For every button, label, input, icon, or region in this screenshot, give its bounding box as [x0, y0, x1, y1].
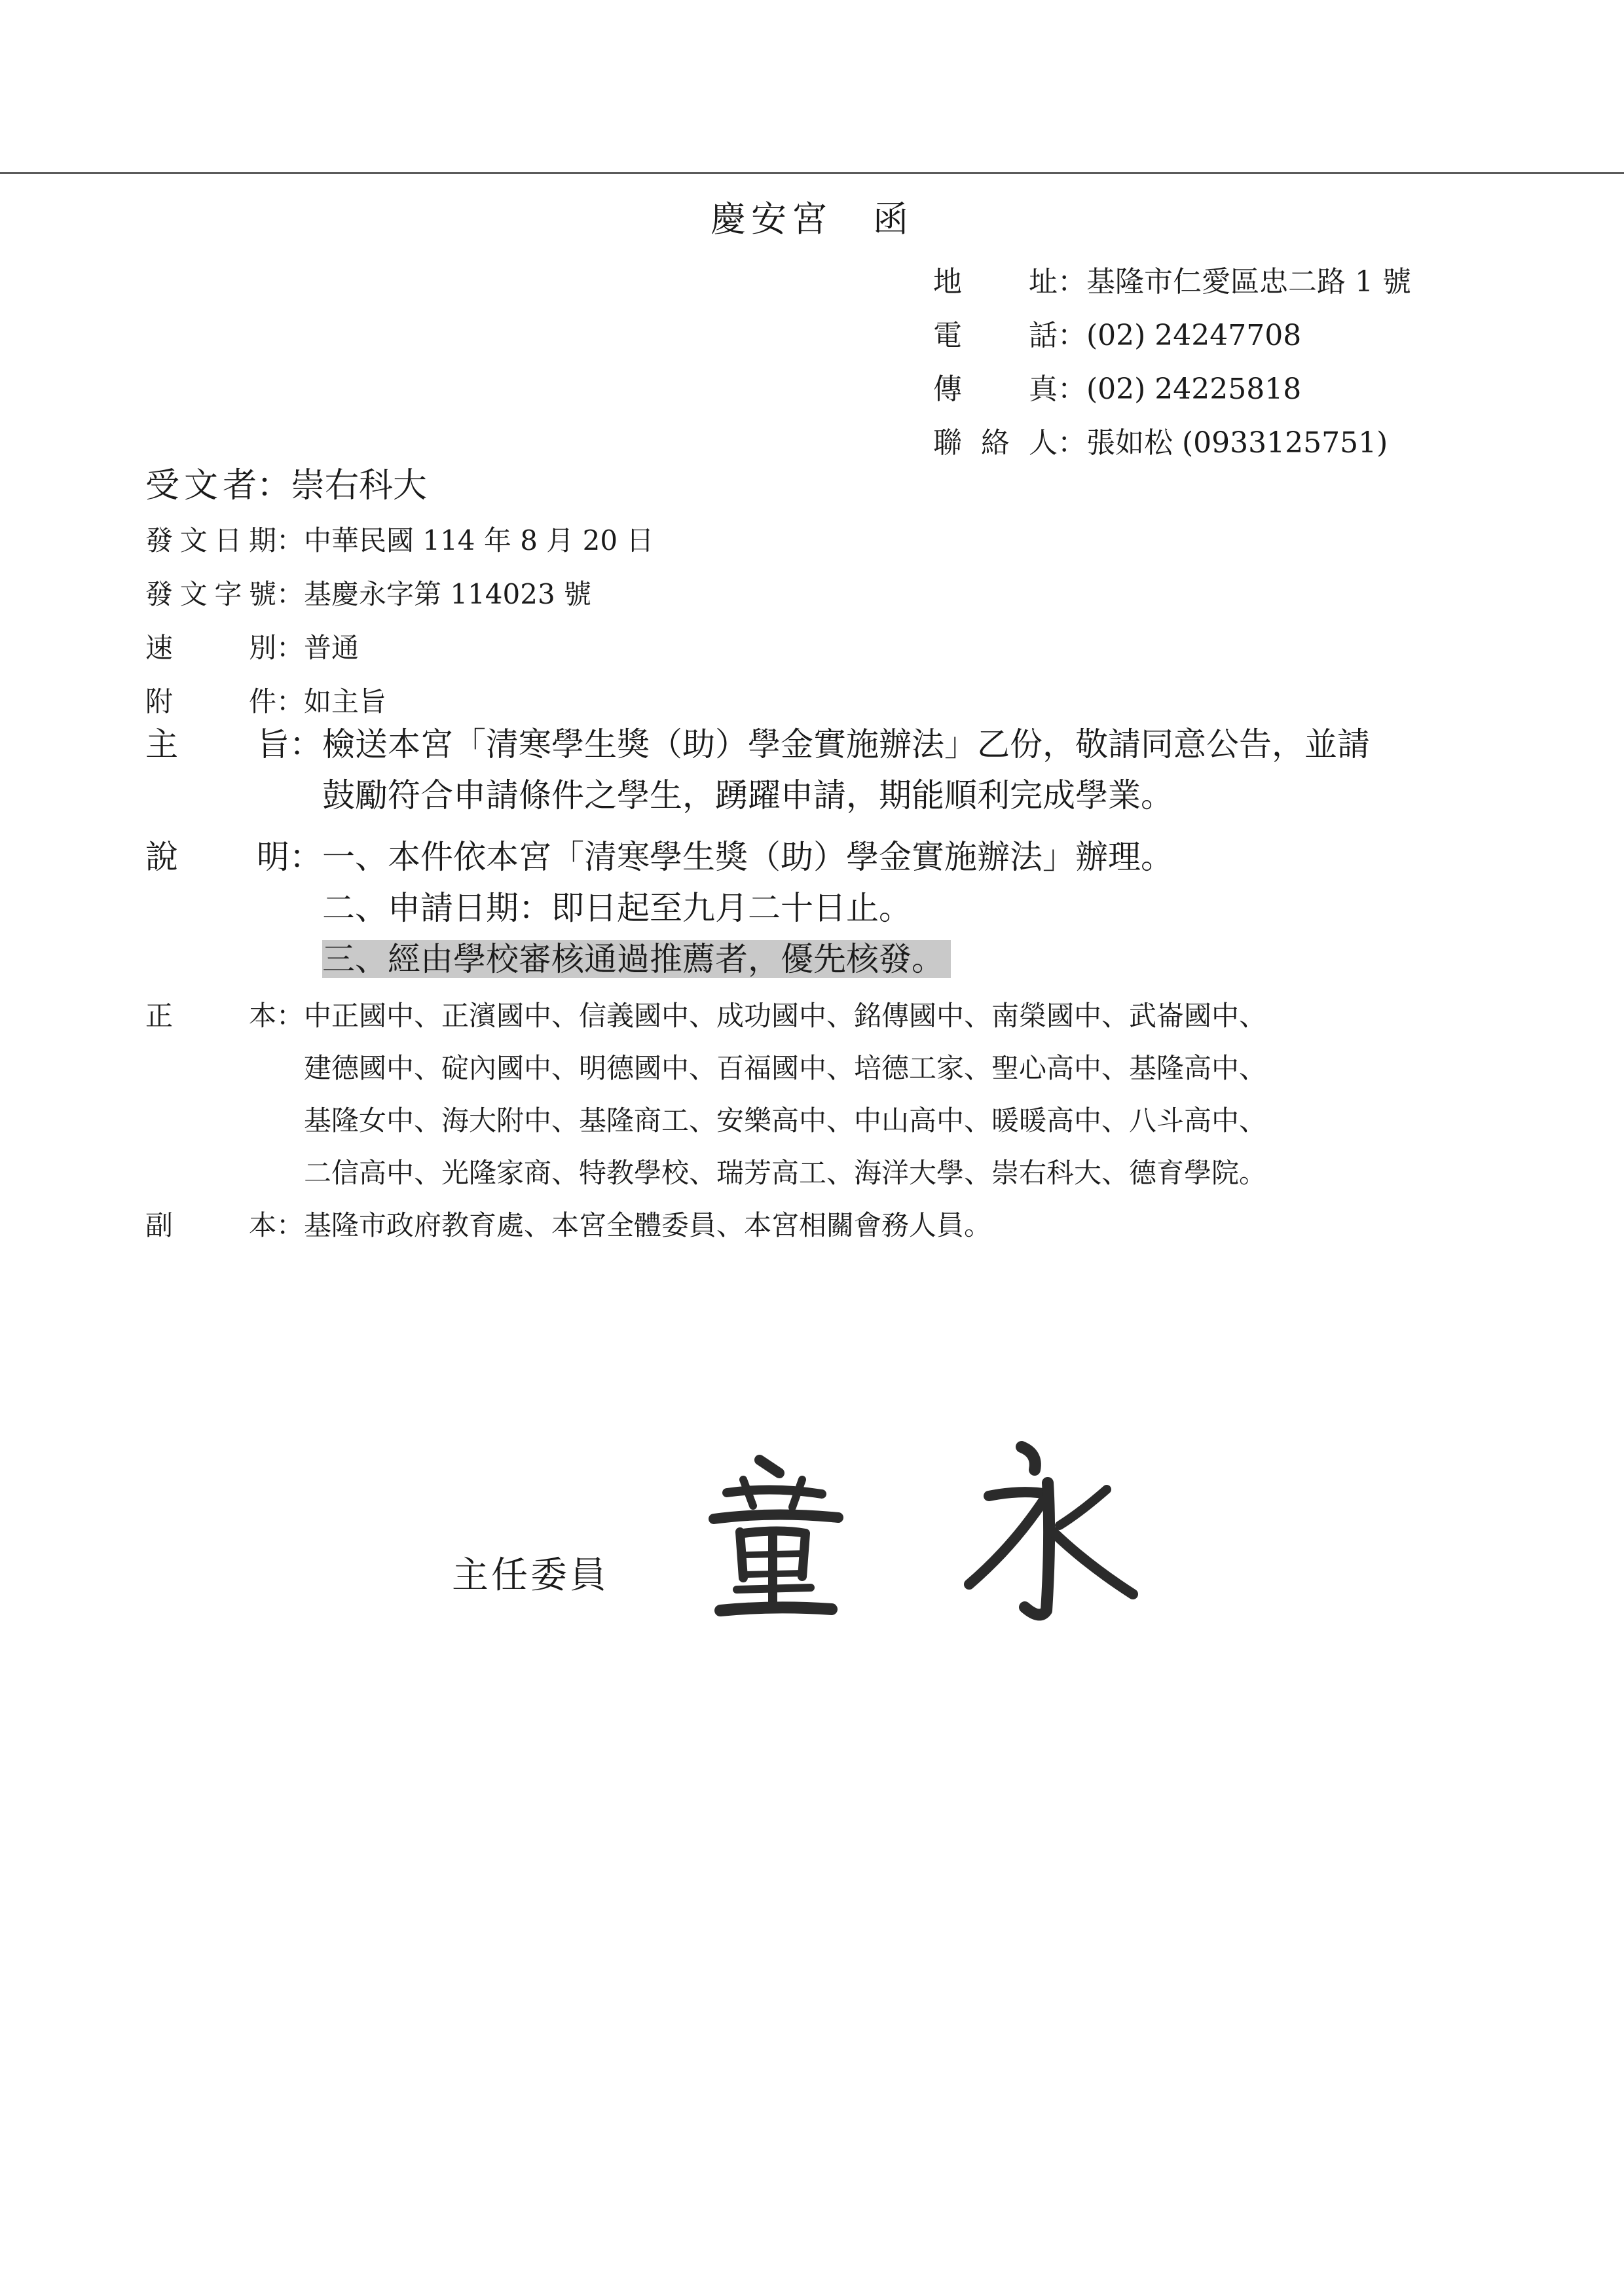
- carbon-copy-section: 副本 ： 基隆市政府教育處、本宮全體委員、本宮相關會務人員。: [145, 1199, 1494, 1252]
- urgency-row: 速別 ： 普通: [145, 619, 654, 673]
- document-meta: [145, 452, 654, 727]
- main-copy-line: 基隆女中、海大附中、基隆商工、安樂高中、中山高中、暖暖高中、八斗高中、: [304, 1104, 1267, 1137]
- urgency-value: 普通: [304, 632, 360, 664]
- explanation-item-highlighted: 三、經由學校審核通過推薦者，優先核發。: [322, 940, 951, 978]
- explanation-item: 二、申請日期：即日起至九月二十日止。: [322, 889, 912, 927]
- contact-block: [933, 255, 1411, 470]
- contact-label: 電話: [933, 319, 1058, 352]
- handwritten-signature: [681, 1434, 1179, 1630]
- recipient-row: 受文者 ： 崇右科大: [145, 452, 654, 512]
- subject-line: 檢送本宮「清寒學生獎（助）學金實施辦法」乙份，敬請同意公告，並請: [322, 725, 1370, 763]
- contact-address-row: 地址 ： 基隆市仁愛區忠二路 1 號: [933, 255, 1411, 309]
- contact-person: 張如松 (0933125751): [1086, 426, 1388, 460]
- contact-person-row: 聯絡人 ： 張如松 (0933125751): [933, 416, 1411, 470]
- document-title: 慶安宮 函: [710, 198, 913, 240]
- subject-label: 主旨: [145, 725, 289, 763]
- explanation-item: 一、本件依本宮「清寒學生獎（助）學金實施辦法」辦理。: [322, 838, 1173, 876]
- issue-number-label: 發文字號: [145, 578, 276, 610]
- attachment-label: 附件: [145, 685, 276, 718]
- attachment-value: 如主旨: [304, 685, 387, 718]
- recipient-label: 受文者: [145, 465, 257, 505]
- contact-label: 地址: [933, 265, 1058, 299]
- carbon-copy-value: 基隆市政府教育處、本宮全體委員、本宮相關會務人員。: [304, 1209, 992, 1241]
- main-copy-line: 建德國中、碇內國中、明德國中、百福國中、培德工家、聖心高中、基隆高中、: [304, 1052, 1267, 1084]
- issue-date-label: 發文日期: [145, 524, 276, 556]
- contact-phone: (02) 24247708: [1086, 319, 1302, 352]
- main-copy-list: [304, 990, 1494, 1199]
- issue-date-row: 發文日期 ： 中華民國 114 年 8 月 20 日: [145, 512, 654, 566]
- explanation-section: 說明 ： 一、本件依本宮「清寒學生獎（助）學金實施辦法」辦理。 二、申請日期：即日起至九月二十日止。 三、經由學校審核通過推薦者，優先核發。: [145, 831, 1494, 985]
- subject-line: 鼓勵符合申請條件之學生，踴躍申請，期能順利完成學業。: [322, 776, 1173, 814]
- contact-fax: (02) 24225818: [1086, 373, 1302, 406]
- issue-number-value: 基慶永字第 114023 號: [304, 578, 592, 610]
- main-copy-line: 二信高中、光隆家商、特教學校、瑞芳高工、海洋大學、崇右科大、德育學院。: [304, 1157, 1267, 1189]
- urgency-label: 速別: [145, 632, 276, 664]
- contact-label: 聯絡人: [933, 426, 1058, 460]
- issue-date-value: 中華民國 114 年 8 月 20 日: [304, 524, 654, 556]
- main-copy-label: 正本: [145, 1000, 276, 1032]
- carbon-copy-label: 副本: [145, 1209, 276, 1241]
- explanation-label: 說明: [145, 838, 289, 876]
- contact-label: 傳真: [933, 373, 1058, 406]
- contact-fax-row: 傳真 ： (02) 24225818: [933, 363, 1411, 416]
- subject-section: 主旨 ： 檢送本宮「清寒學生獎（助）學金實施辦法」乙份，敬請同意公告，並請 鼓勵符合申請條件之學生，踴躍申請，期能順利完成學業。: [145, 719, 1494, 821]
- header-divider: [0, 172, 1624, 174]
- contact-phone-row: 電話 ： (02) 24247708: [933, 309, 1411, 363]
- recipient-value: 崇右科大: [291, 465, 428, 505]
- attachment-row: 附件 ： 如主旨: [145, 673, 654, 727]
- main-copy-section: 正本 ： 中正國中、正濱國中、信義國中、成功國中、銘傳國中、南榮國中、武崙國中、 建德國中、碇內國中、明德國中、百福國中、培德工家、聖心高中、基隆高中、 基隆女中、海大附中、基隆商工、安樂高中、中山高中、暖暖高中、八斗高中、 二信高中、光隆家商、特教學校、瑞芳高工、海洋大學、崇右科大、德育學院。: [145, 990, 1494, 1199]
- explanation-list: [322, 831, 1494, 985]
- signature-block: [452, 1434, 1172, 1630]
- issue-number-row: 發文字號 ： 基慶永字第 114023 號: [145, 566, 654, 619]
- signatory-title: 主任委員: [452, 1554, 609, 1597]
- main-copy-line: 中正國中、正濱國中、信義國中、成功國中、銘傳國中、南榮國中、武崙國中、: [304, 1000, 1267, 1032]
- contact-address: 基隆市仁愛區忠二路 1 號: [1086, 265, 1411, 299]
- subject-text: [322, 719, 1494, 821]
